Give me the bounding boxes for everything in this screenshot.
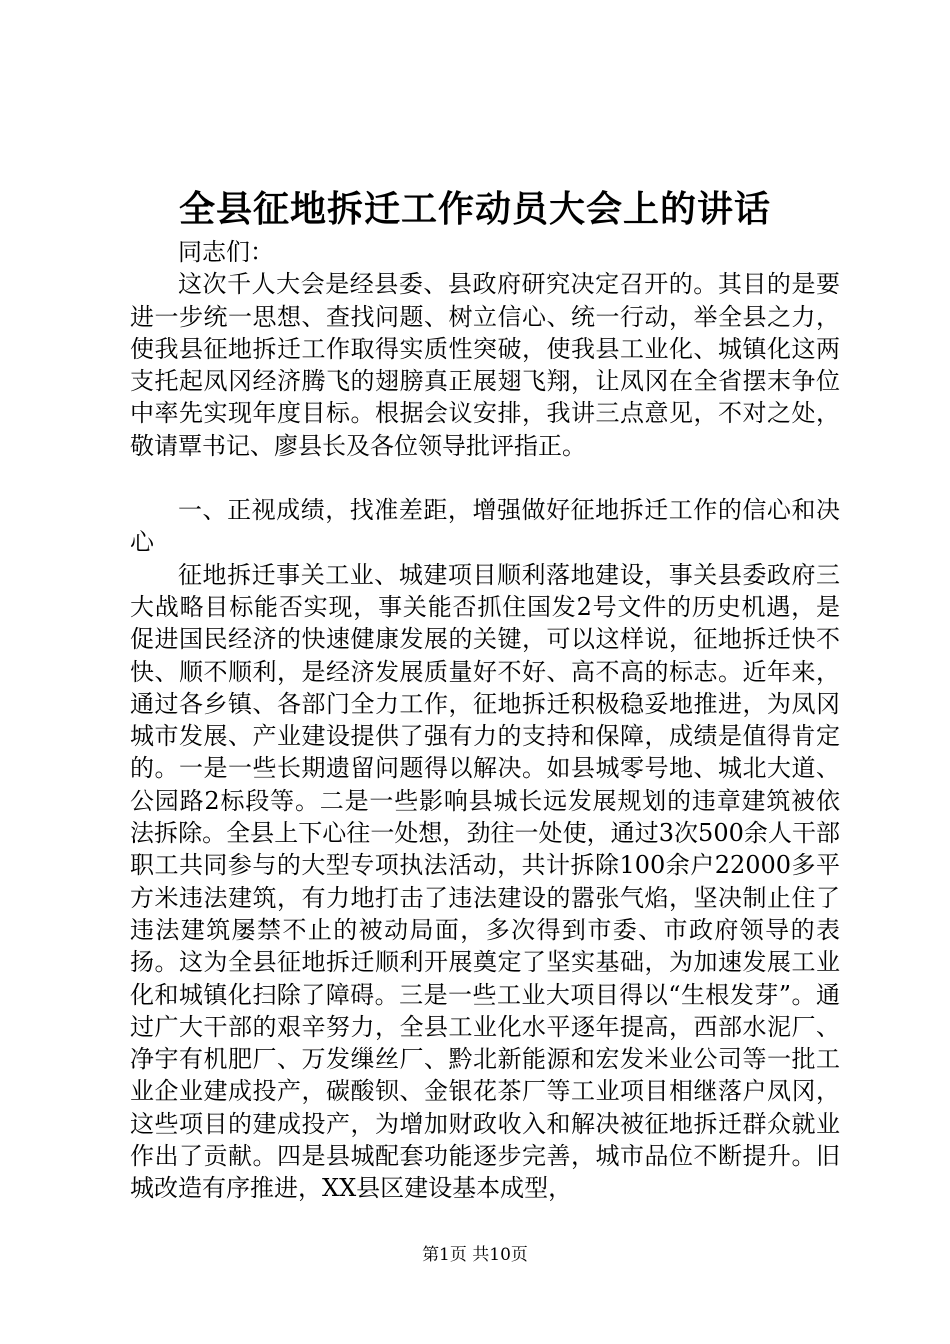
page-number: 第1页 共10页 [422,1245,528,1265]
salutation: 同志们： [178,238,274,266]
paragraph-intro: 这次千人大会是经县委、县政府研究决定召开的。其目的是要进一步统一思想、查找问题、树立信心、统一行动，举全县之力，使我县征地拆迁工作取得实质性突破，使我县工业化、城镇化这两支托起凤冈经济腾飞的翅膀真正展翅飞翔，让凤冈在全省摆末争位中率先实现年度目标。根据会议安排，我讲三点意见，不对之处，敬请覃书记、廖县长及各位领导批评指正。 [130,270,840,460]
document-title: 全县征地拆迁工作动员大会上的讲话 [178,188,771,230]
paragraph-achievements: 征地拆迁事关工业、城建项目顺利落地建设，事关县委政府三大战略目标能否实现，事关能否抓住国发2号文件的历史机遇，是促进国民经济的快速健康发展的关键，可以这样说，征地拆迁快不快、顺不顺利，是经济发展质量好不好、高不高的标志。近年来，通过各乡镇、各部门全力工作，征地拆迁积极稳妥地推进，为凤冈城市发展、产业建设提供了强有力的支持和保障，成绩是值得肯定的。一是一些长期遗留问题得以解决。如县城零号地、城北大道、公园路2标段等。二是一些影响县城长远发展规划的违章建筑被依法拆除。全县上下心往一处想，劲往一处使，通过3次500余人干部职工共同参与的大型专项执法活动，共计拆除100余户22000多平方米违法建筑，有力地打击了违法建设的嚣张气焰，坚决制止住了违法建筑屡禁不止的被动局面，多次得到市委、市政府领导的表扬。这为全县征地拆迁顺利开展奠定了坚实基础，为加速发展工业化和城镇化扫除了障碍。三是一些工业大项目得以“生根发芽”。通过广大干部的艰辛努力，全县工业化水平逐年提高，西部水泥厂、净宇有机肥厂、万发缫丝厂、黔北新能源和宏发米业公司等一批工业企业建成投产，碳酸钡、金银花茶厂等工业项目相继落户凤冈，这些项目的建成投产，为增加财政收入和解决被征地拆迁群众就业作出了贡献。四是县城配套功能逐步完善，城市品位不断提升。旧城改造有序推进，XX县区建设基本成型， [130,560,840,1203]
section-heading-1: 一、正视成绩，找准差距，增强做好征地拆迁工作的信心和决心 [130,496,840,557]
document-body [130,236,840,1205]
